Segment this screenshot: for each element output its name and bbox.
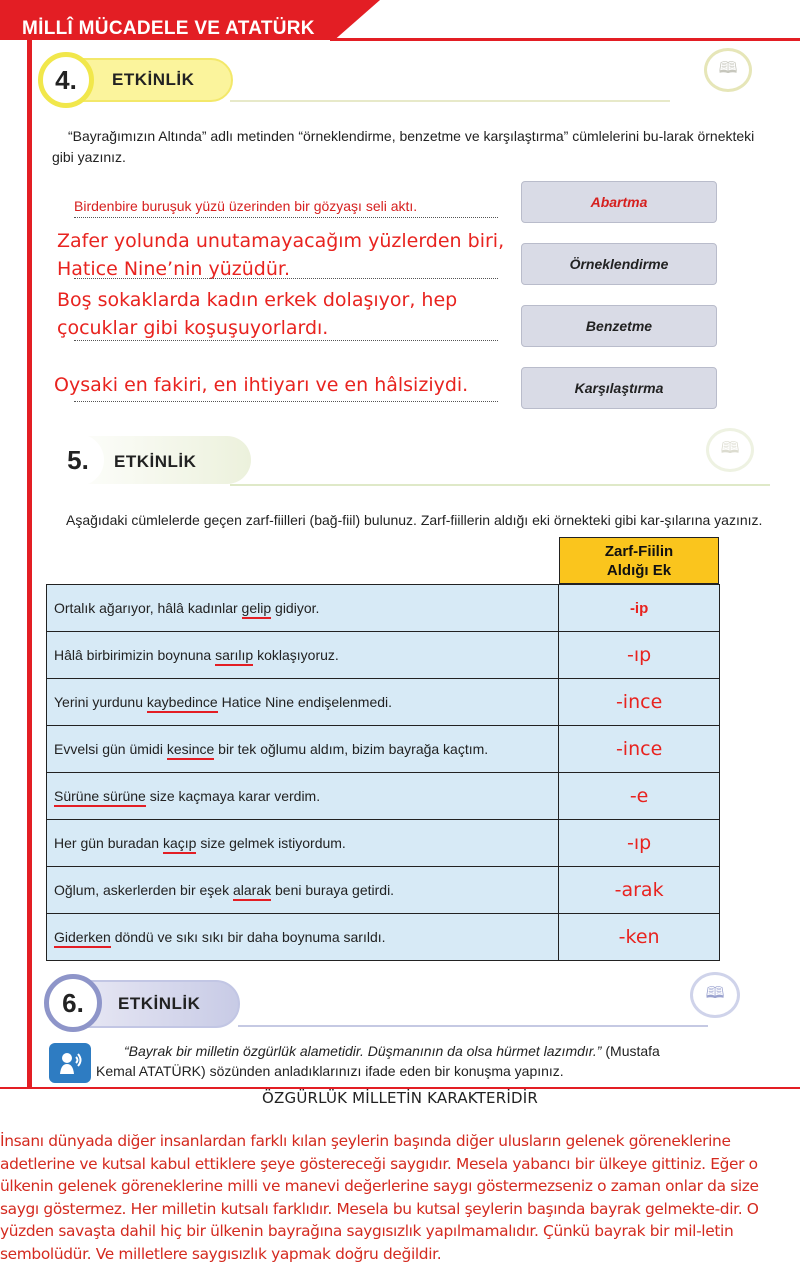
underlined-zarf-fiil: gelip (242, 600, 272, 619)
activity-number: 6. (44, 974, 102, 1032)
suffix-answer-cell: -ıp (559, 820, 720, 867)
sentence-cell (47, 914, 559, 961)
type-box-abartma: Abartma (521, 181, 717, 223)
book-icon: 🕮 (706, 428, 754, 472)
sentence-text: Her gün buradan (54, 835, 163, 851)
left-margin-rule (27, 40, 32, 1088)
type-box-karsilastirma: Karşılaştırma (521, 367, 717, 409)
answer-line (74, 401, 498, 402)
activity-6-task: Kemal ATATÜRK) sözünden anladıklarınızı ifade eden bir konuşma yapınız. (96, 1063, 564, 1079)
table-row (47, 773, 720, 820)
underlined-zarf-fiil: Giderken (54, 929, 111, 948)
sentence-cell (47, 726, 559, 773)
activity-number: 4. (38, 52, 94, 108)
column-header-line2: Aldığı Ek (606, 561, 672, 579)
underlined-zarf-fiil: Sürüne sürüne (54, 788, 146, 807)
essay-body: İnsanı dünyada diğer insanlardan farklı kılan şeylerin başında diğer ulusların gelenek göreneklerine adetlerine ve kutsal kabul ettiklere şeye göstereceği saygıdır. Mesela yabancı bir ülkeye gittiniz. Eğer o ülkenin gelenek göreneklerine milli ve manevi değerlerine saygı göstermezseniz o zaman onlar da size saygı göstermez. Her milletin kutsalı farklıdır. Mesela bu kutsal şeylerin başında bayrak gelmekte-dir. O yüzden savaşta dahil hiç bir ülkenin bayrağına saygısızlık yapılmamalıdır. Çünkü bayrak bir mil-letin sembolüdür. Ve milletlere saygısızlık yapmak doğru değildir. (0, 1132, 759, 1263)
underlined-zarf-fiil: kaybedince (147, 694, 218, 713)
activity-label: ETKİNLİK (112, 70, 195, 89)
sentence-text: Evvelsi gün ümidi (54, 741, 167, 757)
activity-4-instruction: “Bayrağımızın Altında” adlı metinden “örneklendirme, benzetme ve karşılaştırma” cümlelerini bu-larak örnekteki gibi yazınız. (52, 128, 755, 165)
handwritten-answer: Oysaki en fakiri, en ihtiyarı ve en hâlsiziydi. (54, 374, 469, 396)
activity-label: ETKİNLİK (114, 452, 197, 471)
essay-title: ÖZGÜRLÜK MİLLETİN KARAKTERİDİR (262, 1089, 538, 1107)
quote-attribution: (Mustafa (601, 1043, 660, 1059)
answer-line (74, 217, 498, 218)
zarf-fiil-table (46, 584, 720, 961)
table-row (47, 585, 720, 632)
activity-label: ETKİNLİK (118, 994, 201, 1013)
activity-6-banner (44, 974, 244, 1034)
sentence-text: döndü ve sıkı sıkı bir daha boynuma sarıldı. (110, 929, 386, 945)
activity-4-banner (38, 52, 238, 108)
sentence-text: Oğlum, askerlerden bir eşek (54, 882, 233, 898)
sentence-cell (47, 585, 559, 632)
table-row (47, 726, 720, 773)
table-row (47, 632, 720, 679)
example-sentence: Birdenbire buruşuk yüzü üzerinden bir gözyaşı seli aktı. (74, 198, 418, 214)
sentence-cell (47, 679, 559, 726)
answer-line (74, 278, 498, 279)
sentence-text: size kaçmaya karar verdim. (145, 788, 321, 804)
sentence-cell (47, 867, 559, 914)
handwritten-answer: Hatice Nine’nin yüzüdür. (57, 258, 291, 280)
book-icon: 🕮 (690, 972, 740, 1018)
table-row (47, 914, 720, 961)
sentence-text: Yerini yurdunu (54, 694, 147, 710)
type-box-orneklendirme: Örneklendirme (521, 243, 717, 285)
sentence-text: size gelmek istiyordum. (196, 835, 346, 851)
suffix-answer-cell: -e (559, 773, 720, 820)
sentence-text: gidiyor. (271, 600, 320, 616)
column-header-line1: Zarf-Fiilin (604, 542, 674, 560)
suffix-answer-cell: -ıp (559, 632, 720, 679)
speaking-person-icon-graphic (57, 1050, 83, 1076)
suffix-answer-cell: -ince (559, 726, 720, 773)
sentence-text: koklaşıyoruz. (253, 647, 339, 663)
activity-number: 5. (52, 434, 104, 486)
sentence-cell (47, 820, 559, 867)
underlined-zarf-fiil: kesince (167, 741, 214, 760)
type-box-benzetme: Benzetme (521, 305, 717, 347)
underlined-zarf-fiil: alarak (233, 882, 271, 901)
suffix-answer-cell: -arak (559, 867, 720, 914)
suffix-answer-cell: -ince (559, 679, 720, 726)
sentence-cell (47, 773, 559, 820)
header-rule (330, 38, 800, 41)
sentence-text: beni buraya getirdi. (271, 882, 395, 898)
page-header-title: MİLLÎ MÜCADELE VE ATATÜRK (22, 18, 315, 39)
banner-rule (238, 1025, 708, 1027)
underlined-zarf-fiil: sarılıp (215, 647, 253, 666)
handwritten-answer: Zafer yolunda unutamayacağım yüzlerden biri, (57, 230, 505, 252)
handwritten-answer: çocuklar gibi koşuşuyorlardı. (57, 317, 329, 339)
ataturk-quote: “Bayrak bir milletin özgürlük alametidir. Düşmanının da olsa hürmet lazımdır.” (124, 1043, 602, 1059)
sentence-text: Ortalık ağarıyor, hâlâ kadınlar (54, 600, 242, 616)
underlined-zarf-fiil: kaçıp (163, 835, 196, 854)
suffix-answer-cell: -ken (559, 914, 720, 961)
table-column-header (559, 537, 719, 584)
table-row (47, 679, 720, 726)
activity-5-banner (46, 430, 246, 490)
activity-6-instruction (96, 1041, 776, 1081)
sentence-cell (47, 632, 559, 679)
speaking-person-icon (49, 1043, 91, 1083)
suffix-answer-cell: -ip (559, 585, 720, 632)
book-icon: 🕮 (704, 48, 752, 92)
sentence-text: Hâlâ birbirimizin boynuna (54, 647, 216, 663)
answer-line (74, 340, 498, 341)
banner-rule (230, 484, 770, 486)
sentence-text: Hatice Nine endişelenmedi. (217, 694, 393, 710)
activity-5-instruction: Aşağıdaki cümlelerde geçen zarf-fiilleri (bağ-fiil) bulunuz. Zarf-fiillerin aldığı eki örnekteki gibi kar-şılarına yazınız. (66, 512, 763, 528)
table-row (47, 820, 720, 867)
table-row (47, 867, 720, 914)
sentence-text: bir tek oğlumu aldım, bizim bayrağa kaçtım. (214, 741, 489, 757)
banner-rule (230, 100, 670, 102)
handwritten-answer: Boş sokaklarda kadın erkek dolaşıyor, hep (57, 289, 458, 311)
